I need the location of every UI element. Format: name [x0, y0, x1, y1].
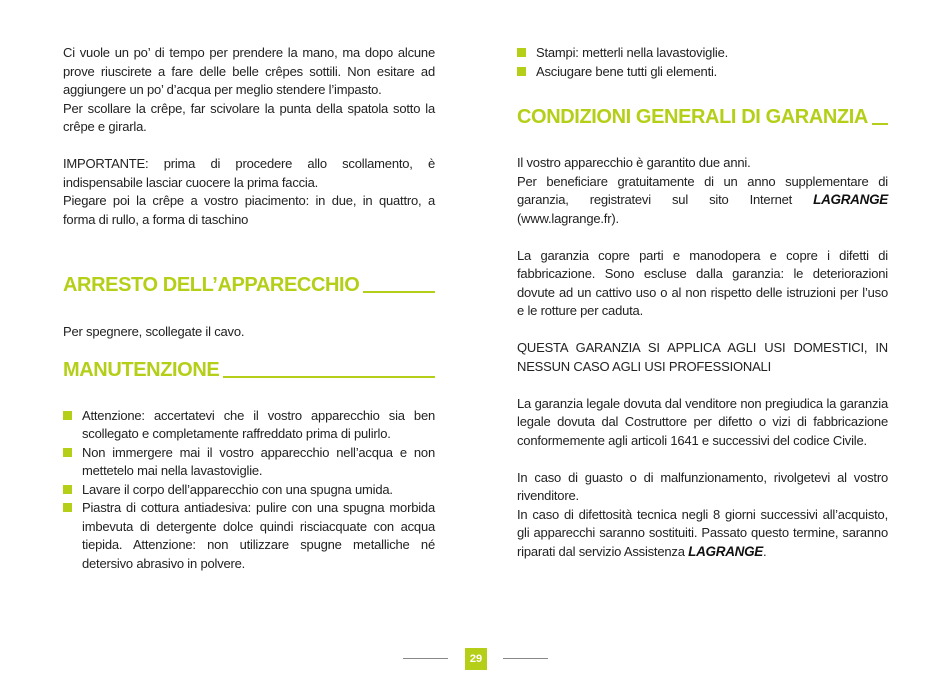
intro-paragraph-1: Ci vuole un po’ di tempo per prendere la mano, ma dopo alcune prove riuscirete a fare delle belle crêpes sottili. Non esitare ad aggiungere un po’ d’acqua per meglio stendere l’impasto. — [63, 45, 435, 97]
garanzia-paragraph-3: QUESTA GARANZIA SI APPLICA AGLI USI DOMESTICI, IN NESSUN CASO AGLI USI PROFESSIONALI — [517, 340, 888, 374]
list-item: Attenzione: accertatevi che il vostro apparecchio sia ben scollegato e completamente raffreddato prima di pulirlo. — [63, 407, 435, 444]
garanzia-paragraph-1-line-2: Per beneficiare gratuitamente di un anno supplementare di garanzia, registratevi sul sito Internet LAGRANGE (www.lagrange.fr). — [517, 173, 888, 226]
arresto-heading — [63, 273, 435, 297]
garanzia-paragraph-5-line-2: In caso di difettosità tecnica negli 8 giorni successivi all’acquisto, gli apparecchi saranno sostituiti. Passato questo termine, saranno riparati dal servizio Assistenza LAGRANGE. — [517, 506, 888, 559]
manutenzione-list-continued — [517, 44, 888, 81]
garanzia-heading — [517, 105, 888, 129]
heading-rule — [223, 376, 435, 378]
importante-paragraph-2: Piegare poi la crêpe a vostro piacimento: in due, in quattro, a forma di rullo, a forma di taschino — [63, 193, 435, 227]
intro-paragraph-2: Per scollare la crêpe, far scivolare la punta della spatola sotto la crêpe e girarla. — [63, 100, 435, 134]
bullet-square-icon — [63, 411, 72, 420]
bullet-square-icon — [63, 448, 72, 457]
manutenzione-list — [63, 407, 435, 574]
arresto-heading-text: ARRESTO DELL’APPARECCHIO — [63, 274, 360, 296]
garanzia-paragraph-4: La garanzia legale dovuta dal venditore non pregiudica la garanzia legale dovuta dal Costruttore per difetto o vizi di fabbricazione conformemente agli articoli 1641 e successivi del codice Civile. — [517, 395, 888, 448]
garanzia-paragraph-5-line-1: In caso di guasto o di malfunzionamento, rivolgetevi al vostro rivenditore. — [517, 469, 888, 503]
list-item: Non immergere mai il vostro apparecchio nell’acqua e non mettetelo mai nella lavastoviglie. — [63, 444, 435, 481]
list-item: Lavare il corpo dell’apparecchio con una spugna umida. — [63, 481, 435, 500]
heading-rule — [363, 291, 435, 293]
manutenzione-heading-text: MANUTENZIONE — [63, 358, 220, 381]
page-number: 29 — [465, 648, 487, 670]
footer-rule-left — [403, 658, 448, 659]
importante-paragraph-1: IMPORTANTE: prima di procedere allo scollamento, è indispensabile lasciar cuocere la prima faccia. — [63, 156, 435, 190]
manutenzione-heading — [63, 358, 435, 382]
brand-logo-text: LAGRANGE — [813, 192, 888, 207]
footer-rule-right — [503, 658, 548, 659]
page-footer — [0, 648, 950, 670]
heading-rule — [872, 123, 888, 125]
right-column — [517, 44, 888, 561]
bullet-square-icon — [63, 485, 72, 494]
list-item: Piastra di cottura antiadesiva: pulire con una spugna morbida imbevuta di detergente dolce quindi risciacquate con acqua tiepida. Attenzione: non utilizzare spugne metalliche né detersivo abrasivo in polvere. — [63, 499, 435, 573]
garanzia-heading-text: CONDIZIONI GENERALI DI GARANZIA — [517, 106, 868, 128]
bullet-square-icon — [517, 67, 526, 76]
garanzia-paragraph-2: La garanzia copre parti e manodopera e copre i difetti di fabbricazione. Sono escluse dalla garanzia: le deteriorazioni dovute ad un cattivo uso o al non rispetto delle istruzioni per l’uso e le rotture per caduta. — [517, 247, 888, 318]
bullet-square-icon — [517, 48, 526, 57]
left-column — [63, 44, 435, 573]
garanzia-paragraph-1-line-1: Il vostro apparecchio è garantito due anni. — [517, 155, 751, 170]
list-item: Stampi: metterli nella lavastoviglie. — [517, 44, 888, 63]
bullet-square-icon — [63, 503, 72, 512]
list-item: Asciugare bene tutti gli elementi. — [517, 63, 888, 82]
arresto-text: Per spegnere, scollegate il cavo. — [63, 324, 245, 339]
brand-logo-text: LAGRANGE — [688, 543, 764, 559]
